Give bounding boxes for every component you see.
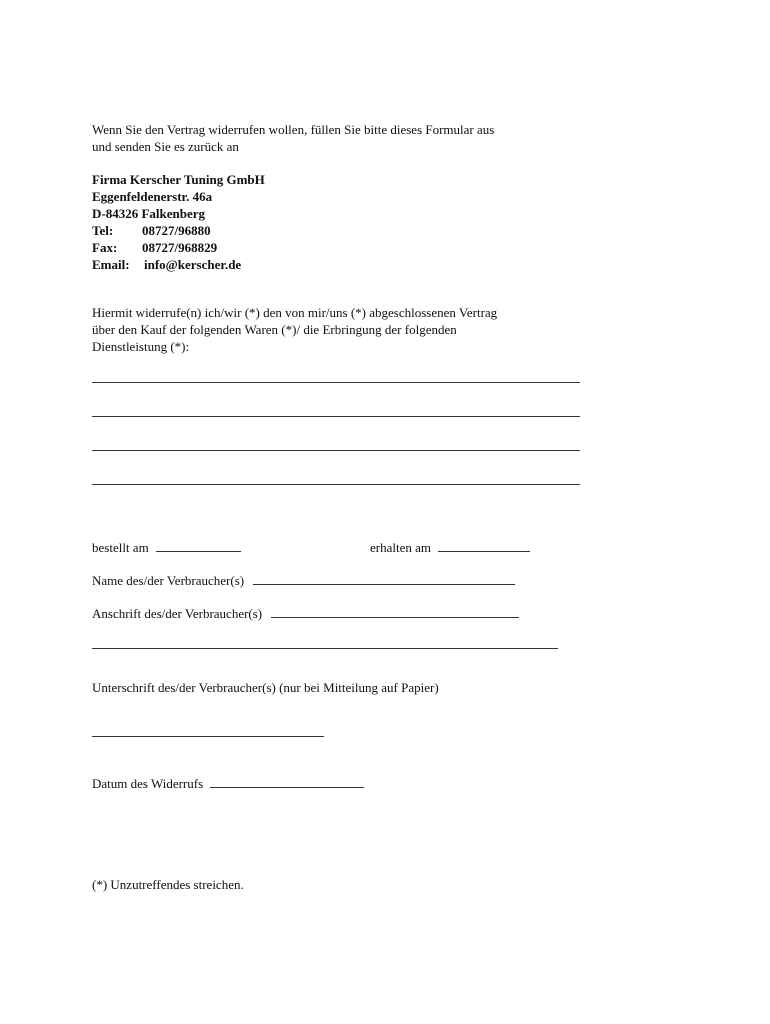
consumer-name-row — [92, 572, 592, 589]
received-label: erhalten am — [370, 540, 431, 555]
intro-text — [92, 121, 592, 155]
ordered-date-field[interactable] — [156, 539, 241, 552]
company-street: Eggenfeldenerstr. 46a — [92, 189, 213, 204]
signature-label: Unterschrift des/der Verbraucher(s) (nur bei Mitteilung auf Papier) — [92, 680, 439, 695]
received-date-field[interactable] — [438, 539, 530, 552]
statement-line-3: Dienstleistung (*): — [92, 339, 190, 354]
company-email — [92, 256, 592, 273]
received-group — [370, 539, 530, 556]
goods-fill-line-1[interactable] — [92, 382, 580, 383]
withdrawal-date-label: Datum des Widerrufs — [92, 776, 204, 791]
consumer-address-field[interactable] — [271, 605, 519, 618]
email-label: Email: — [92, 257, 130, 272]
signature-field[interactable] — [92, 736, 324, 737]
consumer-address-field-2[interactable] — [92, 648, 558, 649]
goods-fill-line-2[interactable] — [92, 416, 580, 417]
withdrawal-date-row — [92, 775, 592, 792]
consumer-name-field[interactable] — [253, 572, 515, 585]
goods-fill-line-3[interactable] — [92, 450, 580, 451]
withdrawal-date-field[interactable] — [210, 775, 364, 788]
consumer-address-row — [92, 605, 592, 622]
consumer-address-label: Anschrift des/der Verbraucher(s) — [92, 606, 263, 621]
company-tel — [92, 222, 592, 239]
email-value: info@kerscher.de — [144, 257, 242, 272]
withdrawal-statement — [92, 304, 592, 355]
intro-line-2: und senden Sie es zurück an — [92, 139, 239, 154]
company-fax — [92, 239, 592, 256]
withdrawal-form — [92, 121, 592, 893]
consumer-name-label: Name des/der Verbraucher(s) — [92, 573, 245, 588]
company-address-block — [92, 171, 592, 273]
ordered-label: bestellt am — [92, 540, 149, 555]
fax-label: Fax: — [92, 240, 118, 255]
statement-line-2: über den Kauf der folgenden Waren (*)/ die Erbringung der folgenden — [92, 322, 457, 337]
tel-label: Tel: — [92, 223, 114, 238]
tel-value: 08727/96880 — [142, 223, 211, 238]
intro-line-1: Wenn Sie den Vertrag widerrufen wollen, füllen Sie bitte dieses Formular aus — [92, 122, 495, 137]
company-name: Firma Kerscher Tuning GmbH — [92, 172, 265, 187]
dates-row — [92, 539, 592, 556]
statement-line-1: Hiermit widerrufe(n) ich/wir (*) den von mir/uns (*) abgeschlossenen Vertrag — [92, 305, 498, 320]
fax-value: 08727/968829 — [142, 240, 218, 255]
goods-fill-line-4[interactable] — [92, 484, 580, 485]
footnote: (*) Unzutreffendes streichen. — [92, 877, 244, 892]
company-city: D-84326 Falkenberg — [92, 206, 206, 221]
